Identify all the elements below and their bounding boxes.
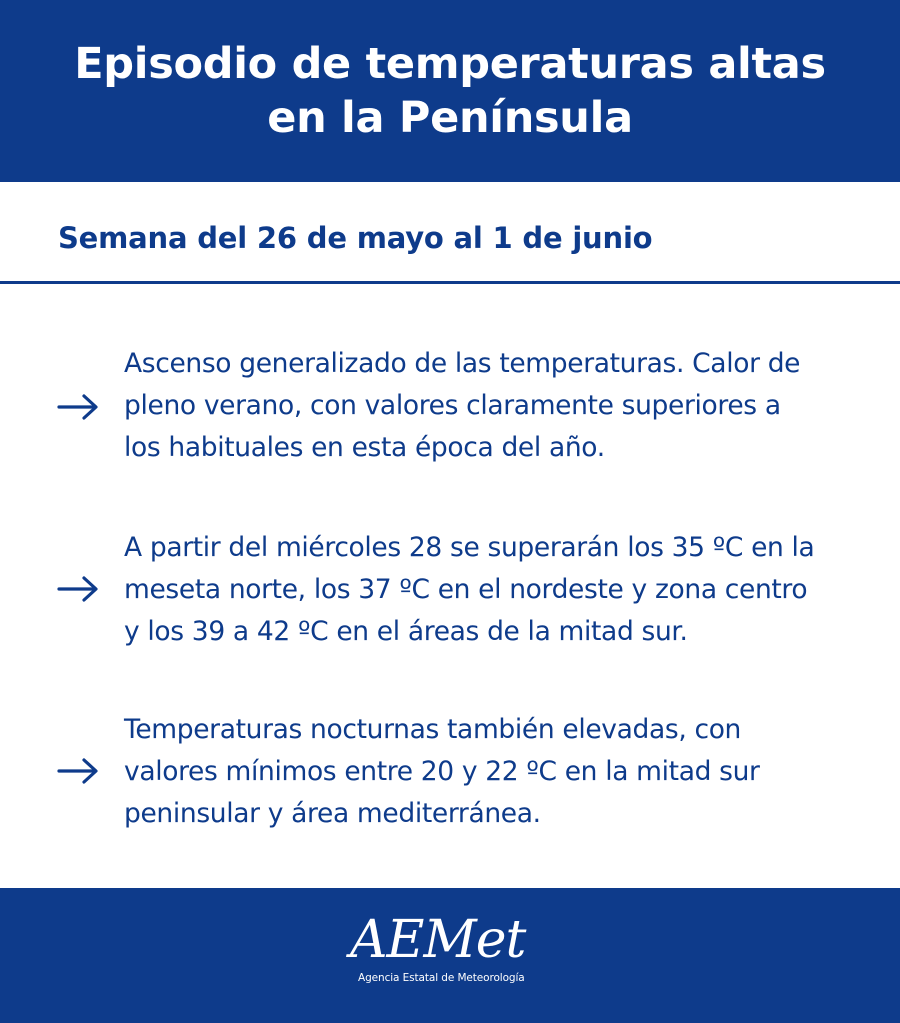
subtitle-section: [0, 182, 900, 284]
page-title: [0, 37, 900, 145]
bullet-2-line-3: y los 39 a 42 ºC en el áreas de la mitad sur.: [124, 616, 688, 647]
aemet-logo: [350, 910, 550, 990]
logo-wordmark: AEMet: [350, 910, 526, 970]
bullet-3-line-1: Temperaturas nocturnas también elevadas, con: [124, 714, 742, 745]
bullet-item-3: [0, 709, 900, 849]
bullet-text-2: [124, 527, 864, 653]
week-subtitle: Semana del 26 de mayo al 1 de junio: [58, 221, 653, 255]
bullet-item-1: [0, 343, 900, 483]
bullet-3-line-3: peninsular y área mediterránea.: [124, 798, 541, 829]
bullet-text-3: [124, 709, 864, 835]
arrow-right-icon: [57, 758, 99, 784]
bullet-text-1: [124, 343, 864, 469]
arrow-right-icon: [57, 576, 99, 602]
bullet-2-line-2: meseta norte, los 37 ºC en el nordeste y zona centro: [124, 574, 808, 605]
header-banner: [0, 0, 900, 182]
logo-caption: Agencia Estatal de Meteorología: [358, 972, 525, 984]
bullet-2-line-1: A partir del miércoles 28 se superarán los 35 ºC en la: [124, 532, 815, 563]
bullet-item-2: [0, 527, 900, 667]
bullet-1-line-2: pleno verano, con valores claramente superiores a: [124, 390, 781, 421]
arrow-right-icon: [57, 394, 99, 420]
title-line-1: Episodio de temperaturas altas: [74, 39, 826, 89]
bullet-1-line-3: los habituales en esta época del año.: [124, 432, 605, 463]
bullet-1-line-1: Ascenso generalizado de las temperaturas. Calor de: [124, 348, 801, 379]
title-line-2: en la Península: [267, 93, 633, 143]
footer-banner: [0, 888, 900, 1023]
bullet-3-line-2: valores mínimos entre 20 y 22 ºC en la mitad sur: [124, 756, 760, 787]
